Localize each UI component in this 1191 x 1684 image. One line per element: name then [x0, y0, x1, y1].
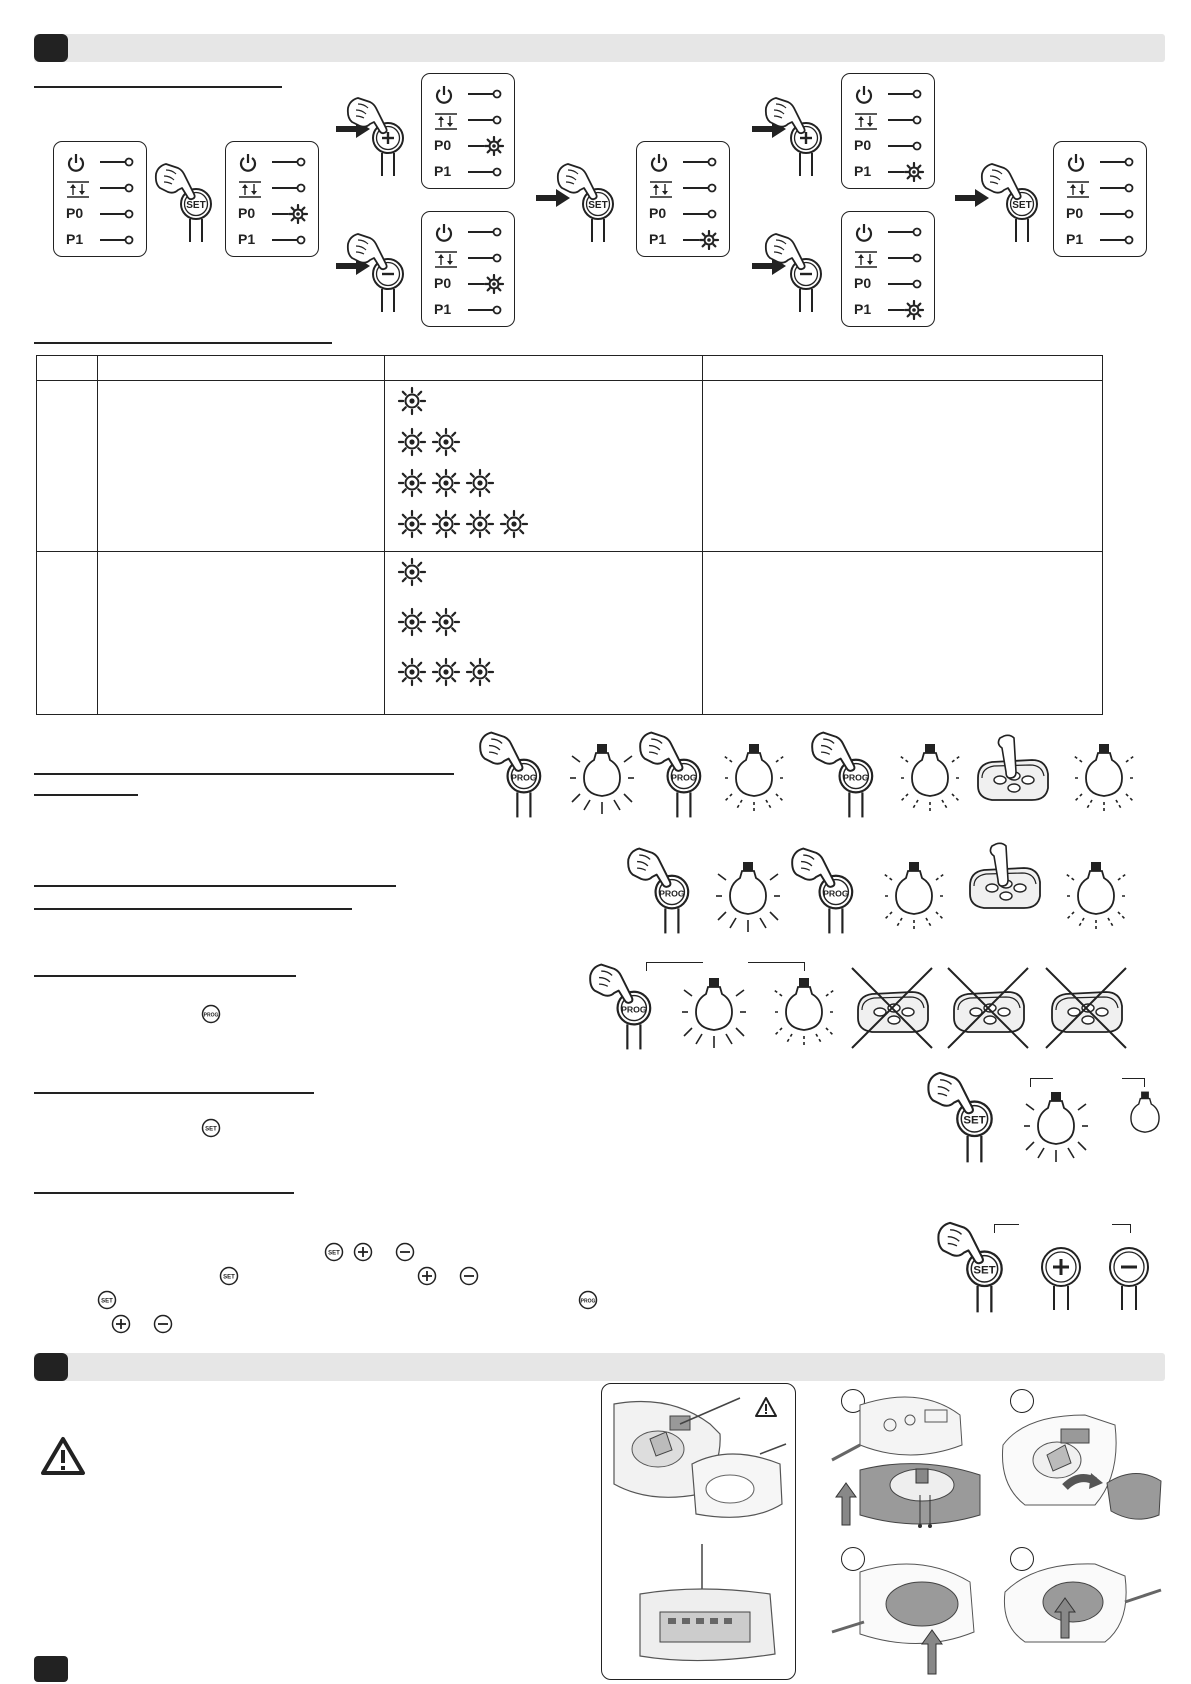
set-button-press — [934, 1216, 1012, 1313]
panel-row-travel — [1066, 178, 1138, 198]
led-icon — [681, 178, 721, 198]
plus-inline-icon — [111, 1314, 131, 1334]
panel-row-power — [434, 84, 506, 104]
pointing-hand-icon — [766, 234, 805, 269]
panel-row-p1 — [434, 300, 506, 320]
led-icon — [886, 110, 926, 130]
heading-underline — [34, 794, 138, 796]
prog-button-label: PROG — [671, 772, 697, 783]
set-button-label: SET — [588, 200, 608, 211]
set-button-press — [978, 158, 1046, 242]
table-cell-blinks — [385, 381, 703, 552]
prog-inline-label: PROG — [203, 1012, 219, 1019]
prog-button-press — [476, 726, 550, 818]
set-inline-label: SET — [328, 1250, 340, 1257]
panel-row-p0 — [66, 204, 138, 224]
blinking-led-icon — [886, 300, 926, 320]
panel-row-p1 — [238, 230, 310, 250]
remote-control-crossed-icon — [1044, 966, 1128, 1050]
panel-row-p0 — [434, 136, 506, 156]
panel-row-p0 — [434, 274, 506, 294]
pointing-hand-icon — [348, 98, 387, 133]
heading-underline — [34, 908, 352, 910]
bulb-blinking-icon — [1064, 860, 1128, 934]
blinking-led-icon — [886, 162, 926, 182]
travel-limit-icon — [434, 111, 458, 134]
table-header-cell — [385, 356, 703, 381]
led-icon — [681, 204, 721, 224]
bulb-on-icon — [570, 742, 634, 816]
led-icon — [1098, 152, 1138, 172]
prog-button-label: PROG — [659, 888, 685, 899]
panel-label-p0: P0 — [854, 137, 872, 153]
panel-row-travel — [854, 248, 926, 268]
panel-row-travel — [649, 178, 721, 198]
blinking-led-icon — [395, 468, 503, 498]
heading-underline — [34, 86, 282, 88]
pointing-hand-icon — [640, 733, 682, 771]
panel-label-p0: P0 — [1066, 205, 1084, 221]
led-status-panel — [636, 141, 730, 257]
panel-label-p0: P0 — [238, 205, 256, 221]
prog-button-press — [586, 958, 660, 1050]
heading-underline — [34, 773, 454, 775]
table-cell — [703, 552, 1103, 715]
led-status-panel — [421, 73, 515, 189]
set-button-label: SET — [963, 1114, 986, 1127]
minus-inline-icon — [459, 1266, 479, 1286]
set-button-press — [924, 1066, 1002, 1163]
panel-row-power — [854, 84, 926, 104]
heading-underline — [34, 975, 296, 977]
remote-control-press-icon — [970, 734, 1054, 818]
bracket-line — [748, 962, 805, 971]
panel-label-p1: P1 — [238, 231, 256, 247]
bulb-blinking-icon — [882, 860, 946, 934]
set-inline-icon — [201, 1118, 221, 1138]
led-icon — [1098, 204, 1138, 224]
panel-row-p1 — [434, 162, 506, 182]
minus-button-press — [762, 228, 830, 312]
pointing-hand-icon — [348, 234, 387, 269]
step-3-cover-fitting-illustration — [830, 1542, 990, 1682]
blinking-led-icon — [395, 557, 435, 587]
table-cell — [98, 552, 385, 715]
set-button-press — [152, 158, 220, 242]
blinking-led-icon — [395, 657, 503, 687]
bulb-blinking-icon — [772, 976, 836, 1050]
page-number-badge — [34, 1656, 68, 1682]
set-inline-icon — [219, 1266, 239, 1286]
prog-button-label: PROG — [823, 888, 849, 899]
led-status-panel — [1053, 141, 1147, 257]
led-icon — [270, 178, 310, 198]
pointing-hand-icon — [156, 164, 195, 199]
pointing-hand-icon — [480, 733, 522, 771]
bulb-off-icon — [1120, 1090, 1170, 1150]
pointing-hand-icon — [558, 164, 597, 199]
panel-row-travel — [66, 178, 138, 198]
remote-control-crossed-icon — [946, 966, 1030, 1050]
table-row — [37, 381, 1103, 552]
led-icon — [98, 152, 138, 172]
motor-housing-illustration — [610, 1394, 790, 1674]
prog-inline-label: PROG — [580, 1298, 596, 1305]
led-status-panel — [421, 211, 515, 327]
table-cell-blinks — [385, 552, 703, 715]
led-icon — [98, 178, 138, 198]
travel-limit-icon — [238, 179, 262, 202]
pointing-hand-icon — [628, 849, 670, 887]
led-icon — [466, 84, 506, 104]
travel-limit-icon — [854, 111, 878, 134]
panel-label-p0: P0 — [66, 205, 84, 221]
travel-limit-icon — [649, 179, 673, 202]
panel-row-power — [1066, 152, 1138, 172]
blinking-led-icon — [395, 607, 469, 637]
panel-label-p0: P0 — [434, 137, 452, 153]
remote-control-press-icon — [962, 842, 1046, 926]
table-header-cell — [37, 356, 98, 381]
travel-limit-icon — [66, 179, 90, 202]
blinking-led-icon — [395, 386, 435, 416]
bracket-line — [1030, 1078, 1053, 1087]
bulb-on-icon — [1024, 1090, 1088, 1164]
prog-button-press — [808, 726, 882, 818]
plus-button-icon — [1040, 1246, 1082, 1310]
blinking-led-icon — [395, 427, 469, 457]
pointing-hand-icon — [792, 849, 834, 887]
panel-label-p0: P0 — [649, 205, 667, 221]
power-icon — [1066, 153, 1086, 176]
led-icon — [98, 204, 138, 224]
section-number-badge — [34, 1353, 68, 1381]
plus-inline-icon — [417, 1266, 437, 1286]
pointing-hand-icon — [766, 98, 805, 133]
led-status-panel — [225, 141, 319, 257]
table-row — [37, 552, 1103, 715]
led-icon — [1098, 178, 1138, 198]
panel-label-p1: P1 — [649, 231, 667, 247]
led-icon — [466, 222, 506, 242]
prog-button-press — [788, 842, 862, 934]
heading-underline — [34, 1192, 294, 1194]
remote-control-crossed-icon — [850, 966, 934, 1050]
section-number-badge — [34, 34, 68, 62]
panel-row-power — [434, 222, 506, 242]
pointing-hand-icon — [812, 733, 854, 771]
heading-underline — [34, 1092, 314, 1094]
minus-button-icon — [1108, 1246, 1150, 1310]
panel-label-p1: P1 — [434, 163, 452, 179]
blinking-led-icon — [681, 230, 721, 250]
led-icon — [466, 110, 506, 130]
minus-button-press — [344, 228, 412, 312]
panel-row-p1 — [649, 230, 721, 250]
panel-row-travel — [434, 248, 506, 268]
led-icon — [466, 248, 506, 268]
plus-inline-icon — [353, 1242, 373, 1262]
bulb-on-icon — [682, 976, 746, 1050]
power-icon — [434, 223, 454, 246]
panel-row-power — [649, 152, 721, 172]
blinking-led-icon — [466, 136, 506, 156]
blinking-led-icon — [466, 274, 506, 294]
led-status-panel — [841, 73, 935, 189]
prog-button-label: PROG — [621, 1004, 647, 1015]
travel-limit-icon — [1066, 179, 1090, 202]
prog-inline-icon — [578, 1290, 598, 1310]
led-icon — [1098, 230, 1138, 250]
panel-row-travel — [238, 178, 310, 198]
blinking-led-icon — [395, 509, 537, 539]
installation-detail-frame — [601, 1383, 796, 1680]
bulb-on-icon — [716, 860, 780, 934]
panel-row-p1 — [66, 230, 138, 250]
bulb-blinking-icon — [1072, 742, 1136, 816]
travel-limit-icon — [854, 249, 878, 272]
bulb-blinking-icon — [898, 742, 962, 816]
panel-row-travel — [854, 110, 926, 130]
panel-row-power — [238, 152, 310, 172]
table-cell — [37, 381, 98, 552]
set-inline-icon — [97, 1290, 117, 1310]
set-inline-icon — [324, 1242, 344, 1262]
heading-underline — [34, 342, 332, 344]
led-icon — [466, 162, 506, 182]
led-status-panel — [53, 141, 147, 257]
blink-code-table — [36, 355, 1103, 715]
table-cell — [703, 381, 1103, 552]
panel-row-p0 — [649, 204, 721, 224]
table-cell — [37, 552, 98, 715]
pointing-hand-icon — [982, 164, 1021, 199]
led-icon — [466, 300, 506, 320]
panel-row-travel — [434, 110, 506, 130]
panel-label-p0: P0 — [854, 275, 872, 291]
led-icon — [886, 274, 926, 294]
plus-button-press — [762, 92, 830, 176]
panel-row-p0 — [854, 274, 926, 294]
table-header-cell — [98, 356, 385, 381]
travel-limit-icon — [434, 249, 458, 272]
panel-row-p0 — [238, 204, 310, 224]
section-header-bar — [34, 34, 1165, 62]
power-icon — [238, 153, 258, 176]
panel-row-p1 — [1066, 230, 1138, 250]
plus-button-press — [344, 92, 412, 176]
step-1-cover-removal-illustration — [830, 1385, 990, 1535]
power-icon — [854, 85, 874, 108]
set-button-label: SET — [973, 1264, 996, 1277]
power-icon — [649, 153, 669, 176]
step-4-cover-fitting-illustration — [995, 1542, 1165, 1682]
power-icon — [434, 85, 454, 108]
warning-triangle-icon — [40, 1436, 86, 1476]
minus-inline-icon — [395, 1242, 415, 1262]
prog-button-press — [636, 726, 710, 818]
set-button-press — [554, 158, 622, 242]
heading-underline — [34, 885, 396, 887]
set-button-label: SET — [1012, 200, 1032, 211]
led-icon — [98, 230, 138, 250]
panel-label-p1: P1 — [854, 301, 872, 317]
panel-row-p1 — [854, 300, 926, 320]
led-icon — [270, 230, 310, 250]
prog-button-press — [624, 842, 698, 934]
power-icon — [66, 153, 86, 176]
table-header-row — [37, 356, 1103, 381]
pointing-hand-icon — [938, 1223, 983, 1263]
led-icon — [886, 136, 926, 156]
panel-label-p1: P1 — [434, 301, 452, 317]
set-inline-label: SET — [205, 1126, 217, 1133]
led-icon — [886, 84, 926, 104]
minus-inline-icon — [153, 1314, 173, 1334]
panel-label-p1: P1 — [1066, 231, 1084, 247]
table-header-cell — [703, 356, 1103, 381]
panel-row-p0 — [1066, 204, 1138, 224]
panel-row-p0 — [854, 136, 926, 156]
table-cell — [98, 381, 385, 552]
panel-row-power — [854, 222, 926, 242]
led-icon — [886, 248, 926, 268]
bracket-line — [1112, 1224, 1131, 1233]
led-icon — [270, 152, 310, 172]
step-2-cover-removal-illustration — [995, 1385, 1165, 1535]
bulb-blinking-icon — [722, 742, 786, 816]
panel-label-p0: P0 — [434, 275, 452, 291]
panel-row-p1 — [854, 162, 926, 182]
prog-inline-icon — [201, 1004, 221, 1024]
set-inline-label: SET — [101, 1298, 113, 1305]
power-icon — [854, 223, 874, 246]
panel-label-p1: P1 — [854, 163, 872, 179]
set-button-label: SET — [186, 200, 206, 211]
set-inline-label: SET — [223, 1274, 235, 1281]
pointing-hand-icon — [590, 965, 632, 1003]
panel-row-power — [66, 152, 138, 172]
led-icon — [886, 222, 926, 242]
led-icon — [681, 152, 721, 172]
bracket-line — [1122, 1078, 1145, 1087]
pointing-hand-icon — [928, 1073, 973, 1113]
blinking-led-icon — [270, 204, 310, 224]
panel-label-p1: P1 — [66, 231, 84, 247]
prog-button-label: PROG — [511, 772, 537, 783]
section-header-bar — [34, 1353, 1165, 1381]
prog-button-label: PROG — [843, 772, 869, 783]
led-status-panel — [841, 211, 935, 327]
